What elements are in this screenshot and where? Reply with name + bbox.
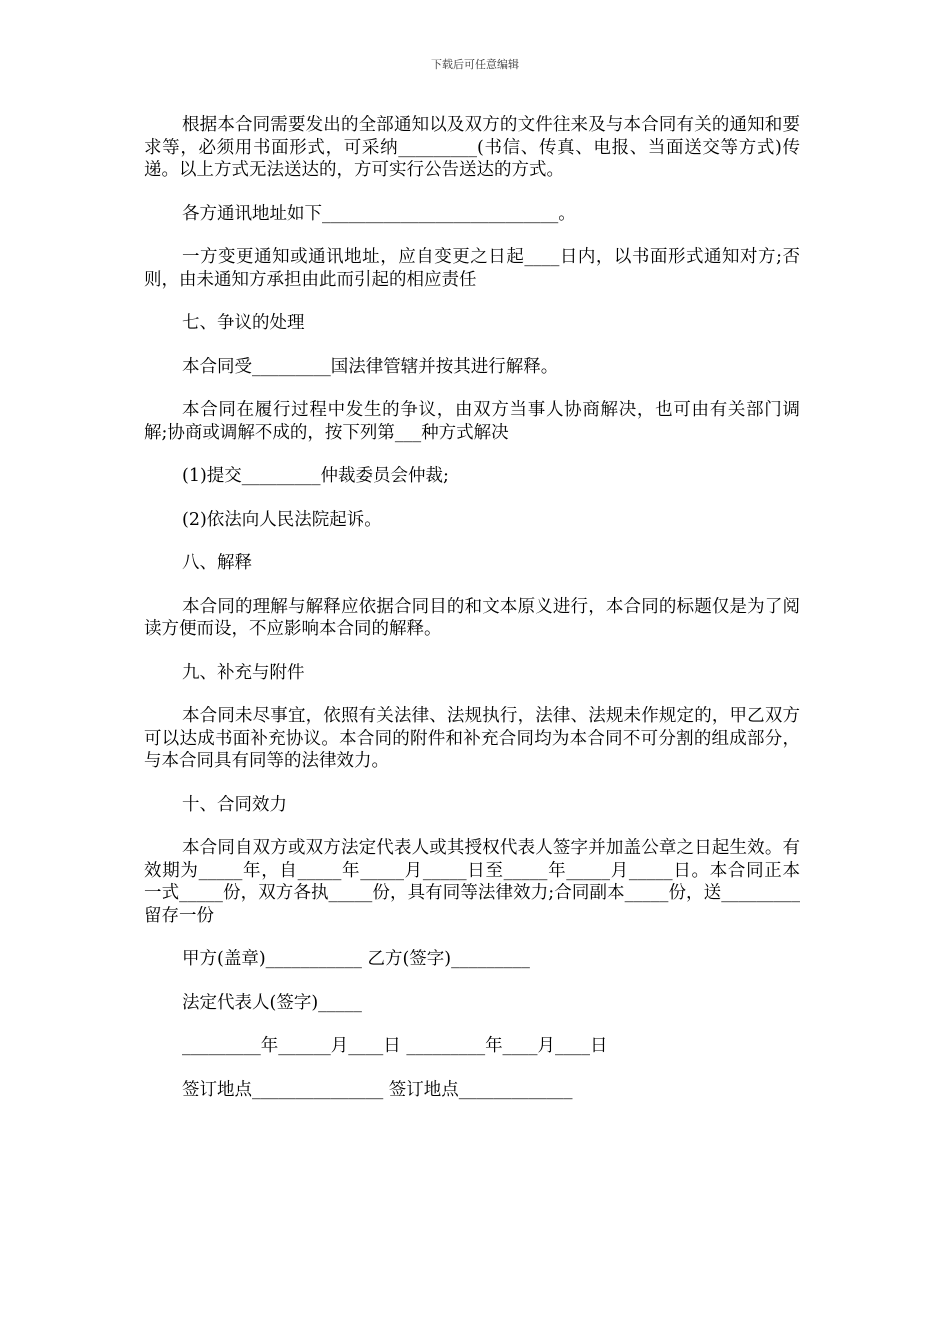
signature-dates: _________年______月____日 _________年____月____日 (182, 1036, 608, 1056)
signature-parties: 甲方(盖章)___________ 乙方(签字)_________ (182, 949, 530, 969)
signature-places: 签订地点_______________ 签订地点_____________ (182, 1079, 573, 1100)
paragraph-governing-law: 本合同受_________国法律管辖并按其进行解释。 (182, 356, 559, 377)
paragraph-dispute-resolution: 本合同在履行过程中发生的争议，由双方当事人协商解决，也可由有关部门调解;协商或调解不成的，按下列第___种方式解决 (144, 400, 800, 443)
paragraph-arbitration: (1)提交_________仲裁委员会仲裁; (182, 466, 449, 486)
section-heading-interpretation: 八、解释 (182, 553, 252, 573)
page-header: 下载后可任意编辑 (431, 58, 519, 71)
paragraph-address-change: 一方变更通知或通讯地址，应自变更之日起____日内，以书面形式通知对方;否则，由未通知方承担由此而引起的相应责任 (144, 247, 800, 290)
section-heading-supplements: 九、补充与附件 (182, 662, 305, 683)
paragraph-effect: 本合同自双方或双方法定代表人或其授权代表人签字并加盖公章之日起生效。有效期为_____年，自_____年_____月_____日至_____年_____月_____日。本合同正本一式_____份，双方各执_____份，具有同等法律效力;合同副本_____份，送_________留存一份 (144, 838, 800, 926)
document-body (144, 114, 800, 1101)
paragraph-court: (2)依法向人民法院起诉。 (182, 509, 382, 530)
section-heading-effect: 十、合同效力 (182, 794, 287, 815)
section-heading-disputes: 七、争议的处理 (182, 313, 305, 333)
paragraph-supplements: 本合同未尽事宜，依照有关法律、法规执行，法律、法规未作规定的，甲乙双方可以达成书面补充协议。本合同的附件和补充合同均为本合同不可分割的组成部分，与本合同具有同等的法律效力。 (144, 706, 800, 771)
paragraph-interpretation: 本合同的理解与解释应依据合同目的和文本原义进行，本合同的标题仅是为了阅读方便而设，不应影响本合同的解释。 (144, 596, 800, 639)
signature-legal-rep: 法定代表人(签字)_____ (182, 992, 362, 1013)
paragraph-addresses: 各方通讯地址如下___________________________。 (182, 203, 576, 224)
paragraph-notices: 根据本合同需要发出的全部通知以及双方的文件往来及与本合同有关的通知和要求等，必须用书面形式，可采纳_________(书信、传真、电报、当面送交等方式)传递。以上方式无法送达的，方可实行公告送达的方式。 (144, 115, 800, 180)
